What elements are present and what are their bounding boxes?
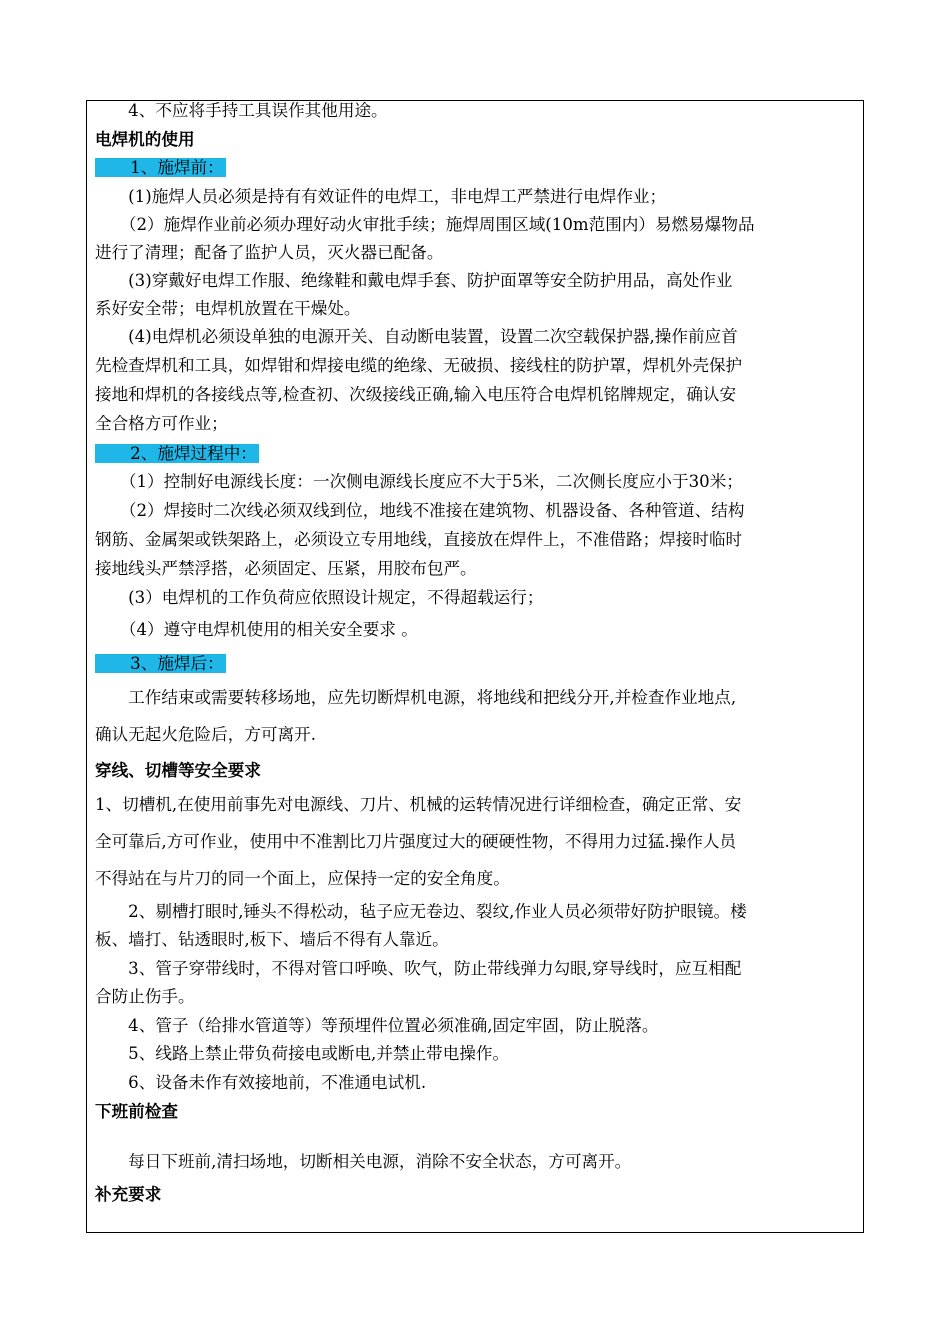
paragraph-line: 6、设备未作有效接地前，不准通电试机. — [95, 1073, 427, 1092]
subheading-line — [95, 157, 226, 179]
paragraph-line: 5、线路上禁止带负荷接电或断电,并禁止带电操作。 — [95, 1044, 510, 1063]
highlighted-subheading: 3、施焊后： — [97, 654, 224, 673]
paragraph-line: 4、不应将手持工具误作其他用途。 — [95, 101, 388, 120]
paragraph-line: 全合格方可作业； — [95, 414, 228, 433]
paragraph-line: (3)穿戴好电焊工作服、绝缘鞋和戴电焊手套、防护面罩等安全防护用品，高处作业 — [95, 271, 733, 290]
paragraph-line: 进行了清理；配备了监护人员，灭火器已配备。 — [95, 243, 444, 262]
paragraph-line: （1）控制好电源线长度：一次侧电源线长度应不大于5米，二次侧长度应小于30米； — [95, 472, 743, 491]
paragraph-line: (3）电焊机的工作负荷应依照设计规定，不得超载运行； — [95, 588, 544, 607]
highlighted-subheading: 2、施焊过程中： — [97, 444, 257, 463]
paragraph-line: 全可靠后,方可作业，使用中不准割比刀片强度过大的硬硬性物，不得用力过猛.操作人员 — [95, 832, 737, 851]
paragraph-line: 4、管子（给排水管道等）等预埋件位置必须准确,固定牢固，防止脱落。 — [95, 1016, 659, 1035]
section-heading-pre-shift-check: 下班前检查 — [95, 1102, 178, 1121]
paragraph-line: 每日下班前,清扫场地，切断相关电源，消除不安全状态，方可离开。 — [95, 1152, 632, 1171]
paragraph-line: 合防止伤手。 — [95, 987, 195, 1006]
paragraph-line: (1)施焊人员必须是持有有效证件的电焊工，非电焊工严禁进行电焊作业； — [95, 187, 667, 206]
paragraph-line: 系好安全带；电焊机放置在干燥处。 — [95, 299, 361, 318]
paragraph-line: 1、切槽机,在使用前事先对电源线、刀片、机械的运转情况进行详细检查，确定正常、安 — [95, 795, 742, 814]
paragraph-line: 接地和焊机的各接线点等,检查初、次级接线正确,输入电压符合电焊机铭牌规定，确认安 — [95, 385, 737, 404]
paragraph-line: 板、墙打、钻透眼时,板下、墙后不得有人靠近。 — [95, 930, 449, 949]
paragraph-line: （2）施焊作业前必须办理好动火审批手续；施焊周围区域(10m范围内）易燃易爆物品 — [95, 215, 755, 234]
paragraph-line: 接地线头严禁浮搭，必须固定、压紧，用胶布包严。 — [95, 559, 477, 578]
paragraph-line: (4)电焊机必须设单独的电源开关、自动断电装置，设置二次空载保护器,操作前应首 — [95, 327, 738, 346]
section-heading-wiring-slotting: 穿线、切槽等安全要求 — [95, 761, 261, 780]
highlighted-subheading: 1、施焊前： — [97, 158, 224, 177]
paragraph-line: 2、剔槽打眼时,锤头不得松动，毡子应无卷边、裂纹,作业人员必须带好防护眼镜。楼 — [95, 902, 747, 921]
paragraph-line: 钢筋、金属架或铁架路上，必须设立专用地线，直接放在焊件上，不准借路；焊接时临时 — [95, 530, 743, 549]
paragraph-line: （2）焊接时二次线必须双线到位，地线不准接在建筑物、机器设备、各种管道、结构 — [95, 501, 745, 520]
paragraph-line: 3、管子穿带线时，不得对管口呼唤、吹气，防止带线弹力勾眼,穿导线时，应互相配 — [95, 959, 742, 978]
paragraph-line: 工作结束或需要转移场地，应先切断焊机电源，将地线和把线分开,并检查作业地点, — [95, 688, 737, 707]
subheading-line — [95, 443, 259, 465]
paragraph-line: 不得站在与片刀的同一个面上，应保持一定的安全角度。 — [95, 869, 510, 888]
paragraph-line: 先检查焊机和工具，如焊钳和焊接电缆的绝缘、无破损、接线柱的防护罩，焊机外壳保护 — [95, 356, 743, 375]
subheading-line — [95, 653, 226, 675]
paragraph-line: 确认无起火危险后，方可离开. — [95, 725, 316, 744]
section-heading-welder-usage: 电焊机的使用 — [95, 130, 195, 149]
paragraph-line: （4）遵守电焊机使用的相关安全要求 。 — [95, 620, 418, 639]
section-heading-supplementary: 补充要求 — [95, 1185, 162, 1204]
